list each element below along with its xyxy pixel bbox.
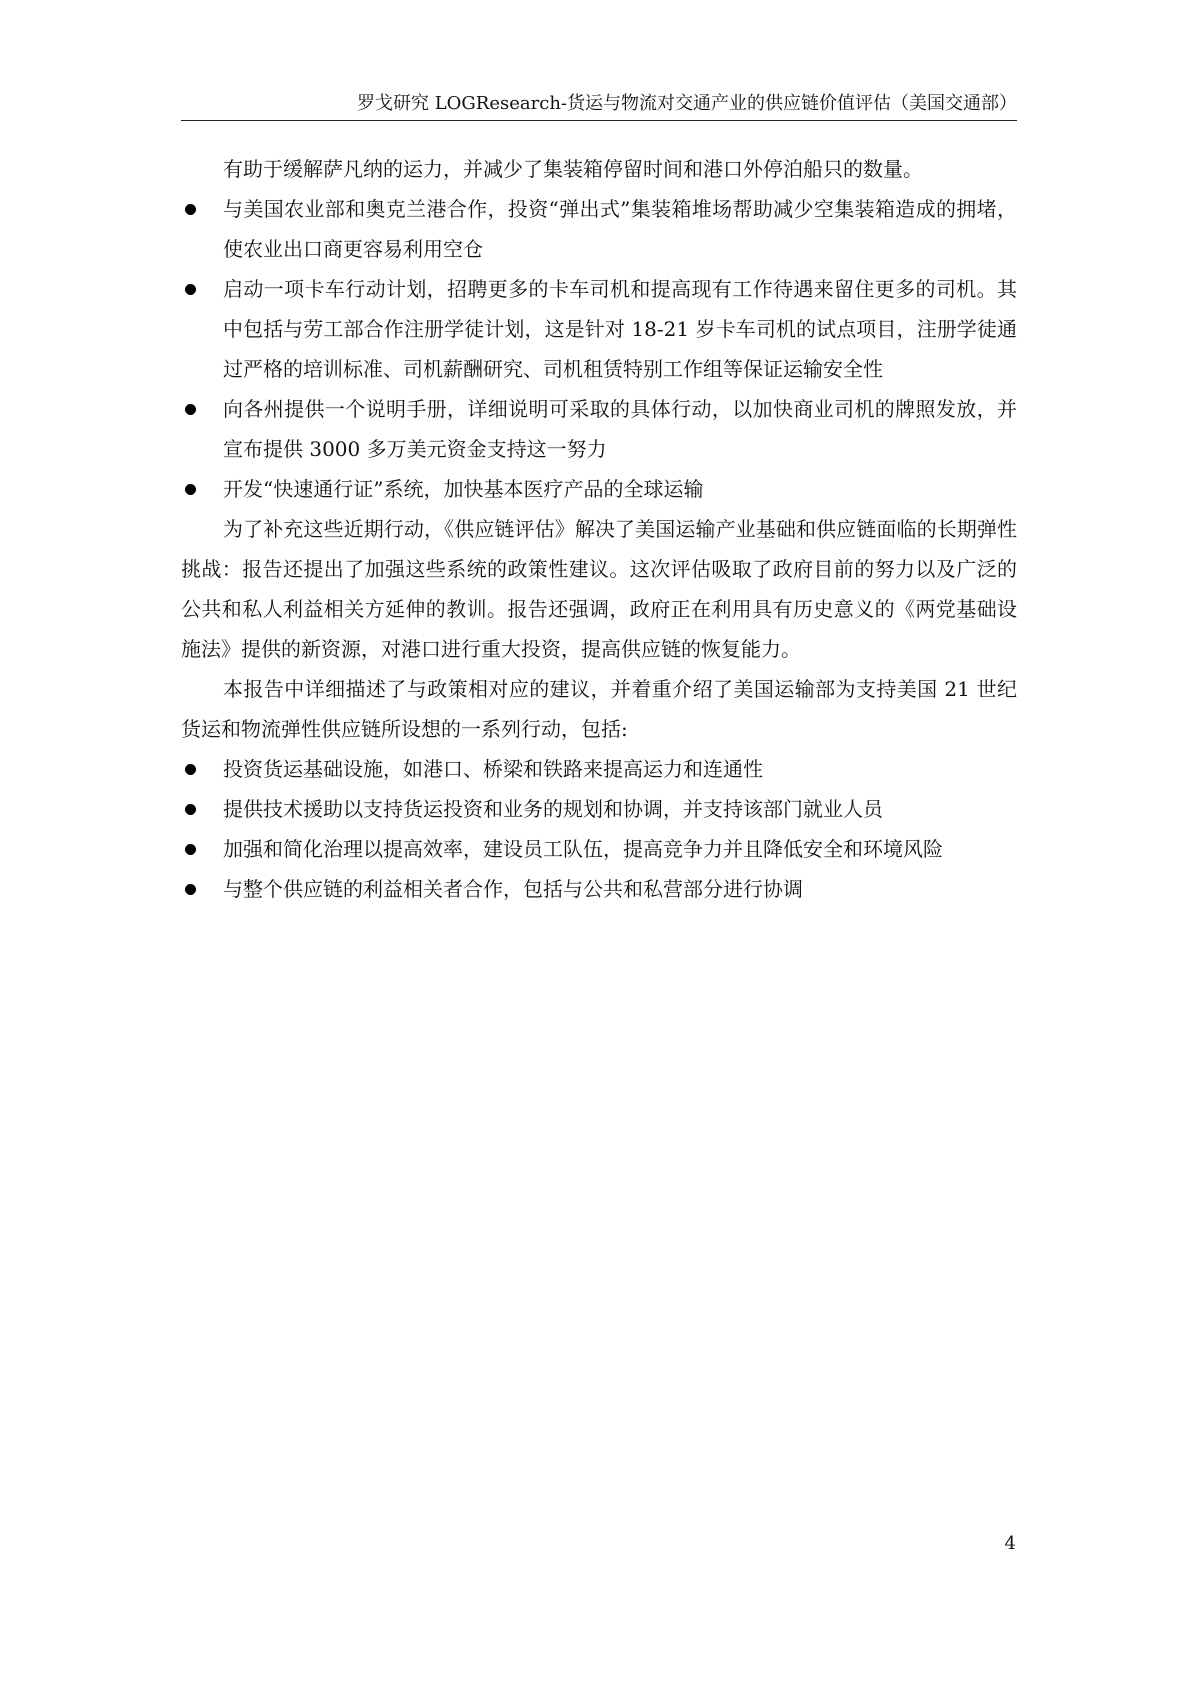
bullet-icon — [185, 484, 196, 495]
list-item — [181, 869, 1017, 909]
list-item-text: 启动一项卡车行动计划，招聘更多的卡车司机和提高现有工作待遇来留住更多的司机。其中包括与劳工部合作注册学徒计划，这是针对 18-21 岁卡车司机的试点项目，注册学徒通过严格的培训标准、司机薪酬研究、司机租赁特别工作组等保证运输安全性 — [223, 277, 1017, 381]
bullet-icon — [185, 884, 196, 895]
bullet-icon — [185, 284, 196, 295]
bullet-icon — [185, 844, 196, 855]
bullet-icon — [185, 404, 196, 415]
page-number: 4 — [1004, 1533, 1016, 1554]
list-item-text: 投资货运基础设施，如港口、桥梁和铁路来提高运力和连通性 — [223, 757, 763, 781]
running-header: 罗戈研究 LOGResearch-货运与物流对交通产业的供应链价值评估（美国交通部） — [357, 93, 1017, 114]
list-item — [181, 749, 1017, 789]
page-body — [181, 149, 1017, 909]
list-item-text: 与整个供应链的利益相关者合作，包括与公共和私营部分进行协调 — [223, 877, 803, 901]
list-item — [181, 789, 1017, 829]
bullet-icon — [185, 804, 196, 815]
bullet-icon — [185, 764, 196, 775]
list-item — [181, 389, 1017, 469]
body-paragraph: 本报告中详细描述了与政策相对应的建议，并着重介绍了美国运输部为支持美国 21 世纪货运和物流弹性供应链所设想的一系列行动，包括: — [181, 677, 1017, 741]
list-item-text: 向各州提供一个说明手册，详细说明可采取的具体行动，以加快商业司机的牌照发放，并宣布提供 3000 多万美元资金支持这一努力 — [223, 397, 1017, 461]
list-item — [181, 189, 1017, 269]
list-item — [181, 269, 1017, 389]
list-item — [181, 829, 1017, 869]
list-item-text: 加强和简化治理以提高效率，建设员工队伍，提高竞争力并且降低安全和环境风险 — [223, 837, 943, 861]
bullet-icon — [185, 204, 196, 215]
body-paragraph: 为了补充这些近期行动，《供应链评估》解决了美国运输产业基础和供应链面临的长期弹性挑战：报告还提出了加强这些系统的政策性建议。这次评估吸取了政府目前的努力以及广泛的公共和私人利益相关方延伸的教训。报告还强调，政府正在利用具有历史意义的《两党基础设施法》提供的新资源，对港口进行重大投资，提高供应链的恢复能力。 — [181, 517, 1017, 661]
list-item-text: 与美国农业部和奥克兰港合作，投资“弹出式”集装箱堆场帮助减少空集装箱造成的拥堵，使农业出口商更容易利用空仓 — [223, 197, 1017, 261]
recommendation-list — [181, 749, 1017, 909]
list-item-text: 开发“快速通行证”系统，加快基本医疗产品的全球运输 — [223, 477, 704, 501]
action-list — [181, 189, 1017, 509]
continued-paragraph: 有助于缓解萨凡纳的运力，并减少了集装箱停留时间和港口外停泊船只的数量。 — [223, 157, 923, 181]
list-item-text: 提供技术援助以支持货运投资和业务的规划和协调，并支持该部门就业人员 — [223, 797, 883, 821]
list-item — [181, 469, 1017, 509]
header-divider — [181, 120, 1017, 121]
